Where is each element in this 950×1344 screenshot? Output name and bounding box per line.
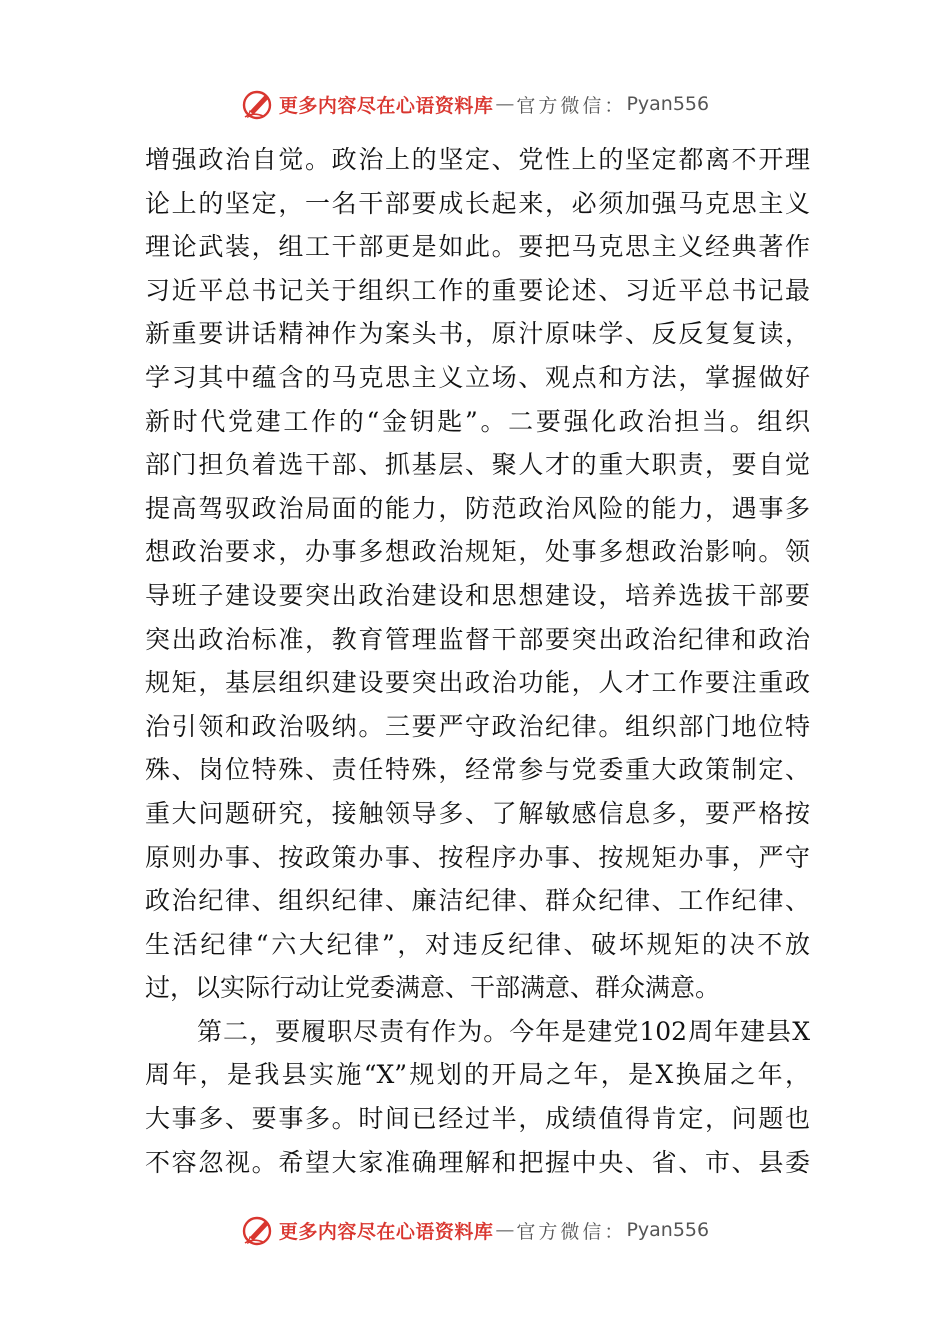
text-line: 治引领和政治吸纳。三要严守政治纪律。组织部门地位特 <box>145 711 810 741</box>
text-line: 部门担负着选干部、抓基层、聚人才的重大职责，要自觉 <box>145 450 810 480</box>
banner-wechat-label: 官方微信： <box>516 1220 627 1243</box>
header-banner <box>0 84 950 124</box>
text-line: 导班子建设要突出政治建设和思想建设，培养选拔干部要 <box>145 580 810 610</box>
text-line: 想政治要求，办事多想政治规矩，处事多想政治影响。领 <box>145 537 810 567</box>
text-line: 新重要讲话精神作为案头书，原汁原味学、反反复复读， <box>145 319 810 349</box>
text-line: 第二，要履职尽责有作为。今年是建党102周年建县X <box>145 1016 810 1046</box>
text-line: 殊、岗位特殊、责任特殊，经常参与党委重大政策制定、 <box>145 755 810 785</box>
text-line: 不容忽视。希望大家准确理解和把握中央、省、市、县委 <box>145 1147 810 1177</box>
text-line: 重大问题研究，接触领导多、了解敏感信息多，要严格按 <box>145 798 810 828</box>
text-line: 政治纪律、组织纪律、廉洁纪律、群众纪律、工作纪律、 <box>145 886 810 916</box>
banner-site-text: 更多内容尽在心语资料库 <box>278 1220 494 1243</box>
text-line: 原则办事、按政策办事、按程序办事、按规矩办事，严守 <box>145 842 810 872</box>
text-line: 突出政治标准，教育管理监督干部要突出政治纪律和政治 <box>145 624 810 654</box>
banner-site-text: 更多内容尽在心语资料库 <box>278 94 494 117</box>
text-line: 新时代党建工作的“金钥匙”。二要强化政治担当。组织 <box>145 406 810 436</box>
text-line: 生活纪律“六大纪律”，对违反纪律、破坏规矩的决不放 <box>145 929 810 959</box>
text-line: 增强政治自觉。政治上的坚定、党性上的坚定都离不开理 <box>145 145 810 174</box>
text-line: 论上的坚定，一名干部要成长起来，必须加强马克思主义 <box>145 188 810 218</box>
banner-wechat-label: 官方微信： <box>516 94 627 117</box>
pen-circle-logo-icon <box>241 1213 275 1247</box>
banner-separator: — <box>495 1219 515 1241</box>
text-line: 过，以实际行动让党委满意、干部满意、群众满意。 <box>145 973 721 1003</box>
banner-separator: — <box>495 93 515 115</box>
footer-banner <box>0 1210 950 1250</box>
text-line: 大事多、要事多。时间已经过半，成绩值得肯定，问题也 <box>145 1104 810 1134</box>
text-line: 理论武装，组工干部更是如此。要把马克思主义经典著作 <box>145 232 810 262</box>
pen-circle-logo-icon <box>241 87 275 121</box>
text-line: 周年，是我县实施“X”规划的开局之年，是X换届之年， <box>145 1060 810 1090</box>
text-line: 提高驾驭政治局面的能力，防范政治风险的能力，遇事多 <box>145 493 810 523</box>
banner-account: Pyan556 <box>626 93 710 115</box>
document-body <box>145 138 810 1184</box>
text-line: 规矩，基层组织建设要突出政治功能，人才工作要注重政 <box>145 668 810 698</box>
text-line: 习近平总书记关于组织工作的重要论述、习近平总书记最 <box>145 275 810 305</box>
banner-account: Pyan556 <box>626 1219 710 1241</box>
text-line: 学习其中蕴含的马克思主义立场、观点和方法，掌握做好 <box>145 362 810 392</box>
